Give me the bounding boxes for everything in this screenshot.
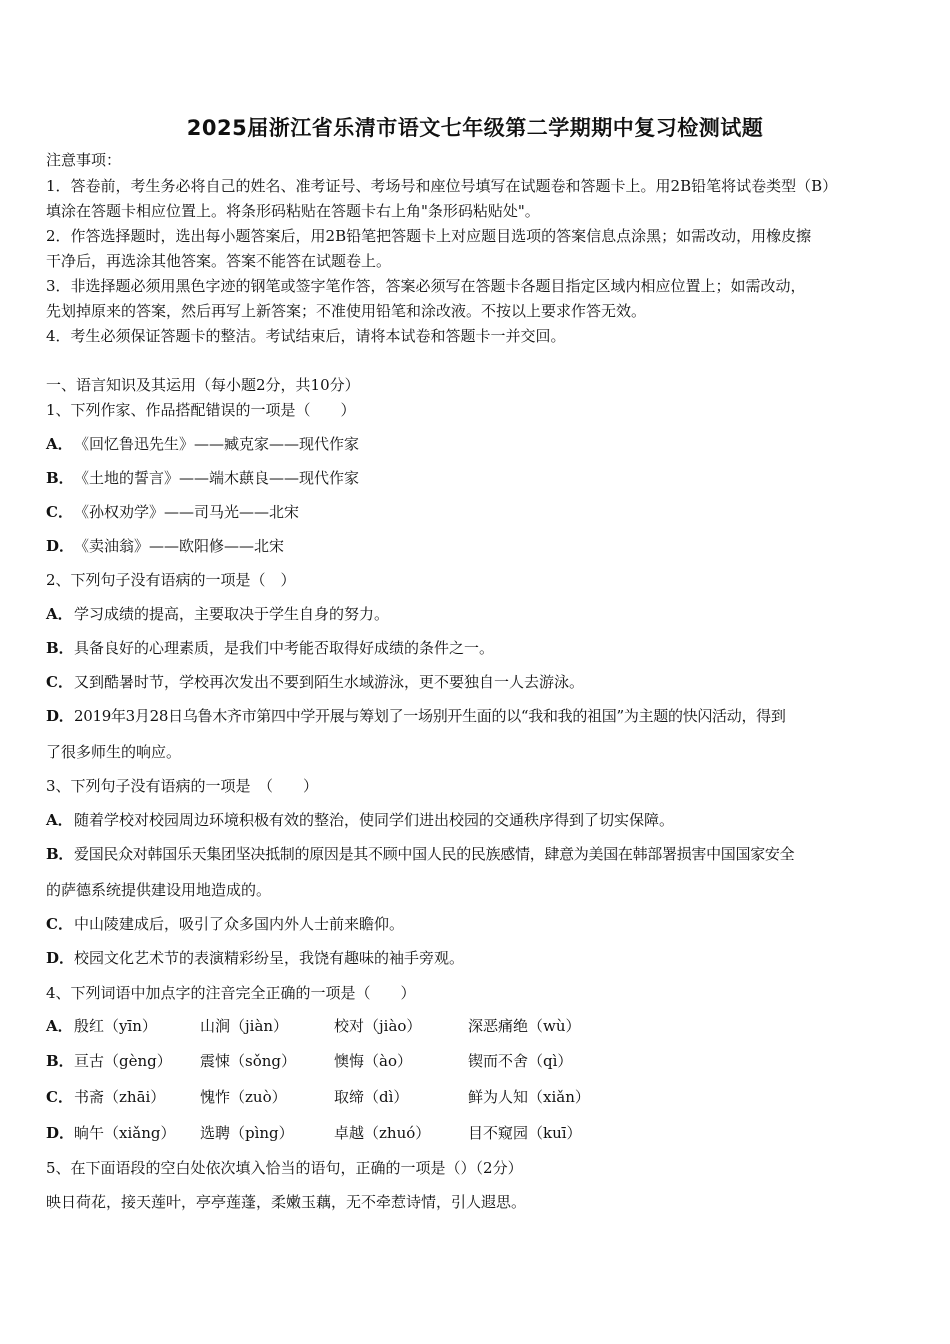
option-text: 爱国民众对韩国乐天集团坚决抵制的原因是其不顾中国人民的民族感情，肆意为美国在韩部署损害中国国家安全 [74,845,795,863]
question-3-option-b [46,844,794,864]
notice-line-6: 先划掉原来的答案，然后再写上新答案；不准使用铅笔和涂改液。不按以上要求作答无效。 [46,302,647,320]
word-2: 震悚（sǒng） [200,1052,296,1070]
option-text: 又到酷暑时节，学校再次发出不要到陌生水域游泳，更不要独自一人去游泳。 [74,673,585,691]
section-heading: 一、语言知识及其运用（每小题2分，共10分） [46,376,360,394]
question-5-stem: 5、在下面语段的空白处依次填入恰当的语句，正确的一项是（）（2分） [46,1159,523,1177]
question-2-stem: 2、下列句子没有语病的一项是（ ） [46,571,296,589]
notice-line-5: 3．非选择题必须用黑色字迹的钢笔或签字笔作答，答案必须写在答题卡各题目指定区域内相应位置上；如需改动， [46,277,806,295]
word-2: 山涧（jiàn） [200,1017,289,1035]
word-3: 校对（jiào） [334,1017,422,1035]
option-letter: A． [46,435,73,453]
option-text: 2019年3月28日乌鲁木齐市第四中学开展与筹划了一场别开生面的以“我和我的祖国”为主题的快闪活动，得到 [74,707,786,725]
question-1-option-b [46,468,359,488]
question-3-option-c [46,914,404,934]
option-text: 《土地的誓言》——端木蕻良——现代作家 [74,469,360,487]
option-text: 校园文化艺术节的表演精彩纷呈，我饶有趣味的袖手旁观。 [74,949,465,967]
word-1: 晌午（xiǎng） [74,1124,176,1142]
question-4-stem: 4、下列词语中加点字的注音完全正确的一项是（ ） [46,984,416,1002]
word-3: 懊悔（ào） [334,1052,412,1070]
option-letter: C． [46,673,73,691]
word-2: 选聘（pìng） [200,1124,294,1142]
option-letter: B． [46,469,74,487]
question-2-option-d-cont: 了很多师生的响应。 [46,743,182,761]
word-4: 鲜为人知（xiǎn） [468,1088,590,1106]
notice-line-1: 1．答卷前，考生务必将自己的姓名、准考证号、考场号和座位号填写在试题卷和答题卡上。用2B铅笔将试卷类型（B） [46,177,838,195]
option-letter: C． [46,915,73,933]
question-1-stem: 1、下列作家、作品搭配错误的一项是（ ） [46,401,356,419]
option-letter: B． [46,639,74,657]
question-3-option-b-cont: 的萨德系统提供建设用地造成的。 [46,881,272,899]
option-text: 学习成绩的提高，主要取决于学生自身的努力。 [74,605,390,623]
option-letter: A． [46,605,73,623]
word-3: 卓越（zhuó） [334,1124,431,1142]
option-text: 中山陵建成后，吸引了众多国内外人士前来瞻仰。 [74,915,405,933]
question-3-option-a [46,810,674,830]
option-text: 随着学校对校园周边环境积极有效的整治，使同学们进出校园的交通秩序得到了切实保障。 [74,811,675,829]
option-letter: D． [46,1124,75,1142]
word-4: 深恶痛绝（wù） [468,1017,581,1035]
word-4: 目不窥园（kuī） [468,1124,582,1142]
notice-line-4: 干净后，再选涂其他答案。答案不能答在试题卷上。 [46,252,392,270]
option-text: 《孙权劝学》——司马光——北宋 [74,503,300,521]
word-4: 锲而不舍（qì） [468,1052,573,1070]
word-2: 愧怍（zuò） [200,1088,287,1106]
option-letter: C． [46,1088,73,1106]
question-1-option-a [46,434,359,454]
word-1: 殷红（yīn） [74,1017,157,1035]
word-1: 亘古（gèng） [74,1052,172,1070]
option-letter: A． [46,1017,73,1035]
option-letter: A． [46,811,73,829]
notice-line-7: 4．考生必须保证答题卡的整洁。考试结束后，请将本试卷和答题卡一并交回。 [46,327,566,345]
option-text: 具备良好的心理素质，是我们中考能否取得好成绩的条件之一。 [74,639,495,657]
question-2-option-a [46,604,389,624]
question-3-stem: 3、下列句子没有语病的一项是 （ ） [46,777,319,795]
question-5-passage: 映日荷花，接天莲叶，亭亭莲蓬，柔嫩玉藕，无不牵惹诗情，引人遐思。 [46,1193,527,1211]
option-letter: B． [46,845,74,863]
notice-line-3: 2．作答选择题时，选出每小题答案后，用2B铅笔把答题卡上对应题目选项的答案信息点涂黑；如需改动，用橡皮擦 [46,227,812,245]
question-2-option-c [46,672,584,692]
page-title: 2025届浙江省乐清市语文七年级第二学期期中复习检测试题 [186,116,764,140]
option-letter: B． [46,1052,74,1070]
option-text: 《回忆鲁迅先生》——臧克家——现代作家 [74,435,360,453]
question-3-option-d [46,948,464,968]
option-text: 《卖油翁》——欧阳修——北宋 [74,537,285,555]
option-letter: C． [46,503,73,521]
notice-line-2: 填涂在答题卡相应位置上。将条形码粘贴在答题卡右上角"条形码粘贴处"。 [46,202,540,220]
word-3: 取缔（dì） [334,1088,409,1106]
question-2-option-d [46,706,786,726]
notice-heading: 注意事项： [46,151,122,169]
question-1-option-d [46,536,284,556]
option-letter: D． [46,537,75,555]
option-letter: D． [46,707,74,725]
option-letter: D． [46,949,75,967]
question-2-option-b [46,638,494,658]
question-1-option-c [46,502,299,522]
word-1: 书斋（zhāi） [74,1088,166,1106]
